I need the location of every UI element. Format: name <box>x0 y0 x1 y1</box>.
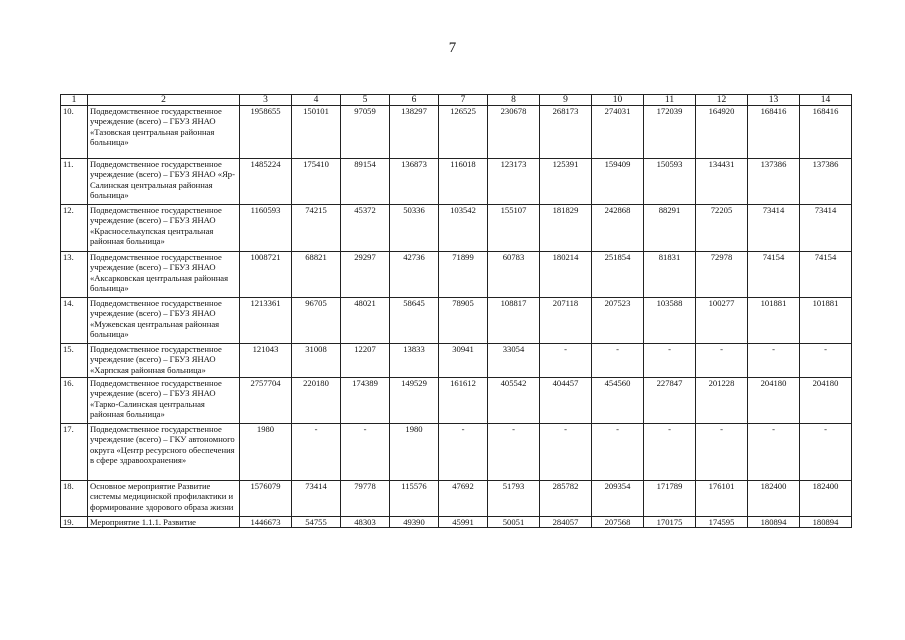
value-cell: 220180 <box>292 378 341 424</box>
column-header: 4 <box>292 95 341 106</box>
value-cell: 54755 <box>292 517 341 528</box>
value-cell: 72205 <box>696 205 748 252</box>
row-index: 17. <box>61 424 88 481</box>
value-cell: 100277 <box>696 298 748 344</box>
value-cell: 101881 <box>748 298 800 344</box>
value-cell: 103542 <box>439 205 488 252</box>
value-cell: 251854 <box>592 252 644 298</box>
value-cell: 149529 <box>390 378 439 424</box>
row-description: Основное мероприятие Развитие системы медицинской профилактики и формирование здорового образа жизни <box>88 481 240 517</box>
value-cell: 1958655 <box>240 106 292 159</box>
column-header: 3 <box>240 95 292 106</box>
value-cell: - <box>696 344 748 378</box>
value-cell: 174389 <box>341 378 390 424</box>
row-index: 13. <box>61 252 88 298</box>
value-cell: - <box>540 424 592 481</box>
value-cell: - <box>292 424 341 481</box>
value-cell: 74154 <box>748 252 800 298</box>
value-cell: 134431 <box>696 159 748 205</box>
value-cell: 176101 <box>696 481 748 517</box>
column-header: 8 <box>488 95 540 106</box>
value-cell: 1485224 <box>240 159 292 205</box>
table-row <box>61 517 852 528</box>
value-cell: - <box>748 344 800 378</box>
value-cell: 159409 <box>592 159 644 205</box>
value-cell: 201228 <box>696 378 748 424</box>
table-row <box>61 252 852 298</box>
column-header: 10 <box>592 95 644 106</box>
value-cell: 73414 <box>800 205 852 252</box>
value-cell: - <box>748 424 800 481</box>
value-cell: 136873 <box>390 159 439 205</box>
value-cell: 230678 <box>488 106 540 159</box>
value-cell: 285782 <box>540 481 592 517</box>
value-cell: 50336 <box>390 205 439 252</box>
value-cell: 207568 <box>592 517 644 528</box>
value-cell: 115576 <box>390 481 439 517</box>
column-header: 1 <box>61 95 88 106</box>
value-cell: 242868 <box>592 205 644 252</box>
value-cell: 174595 <box>696 517 748 528</box>
value-cell: 150593 <box>644 159 696 205</box>
table-row <box>61 481 852 517</box>
value-cell: 207523 <box>592 298 644 344</box>
value-cell: 180894 <box>800 517 852 528</box>
column-header: 6 <box>390 95 439 106</box>
value-cell: 175410 <box>292 159 341 205</box>
page-number: 7 <box>448 40 457 56</box>
value-cell: 88291 <box>644 205 696 252</box>
value-cell: 48303 <box>341 517 390 528</box>
value-cell: 1980 <box>240 424 292 481</box>
value-cell: 161612 <box>439 378 488 424</box>
value-cell: 405542 <box>488 378 540 424</box>
row-index: 12. <box>61 205 88 252</box>
value-cell: 137386 <box>748 159 800 205</box>
value-cell: 1446673 <box>240 517 292 528</box>
value-cell: 97059 <box>341 106 390 159</box>
value-cell: 121043 <box>240 344 292 378</box>
table-row <box>61 378 852 424</box>
value-cell: 31008 <box>292 344 341 378</box>
column-header: 11 <box>644 95 696 106</box>
value-cell: 51793 <box>488 481 540 517</box>
row-description: Подведомственное государственное учреждение (всего) – ГБУЗ ЯНАО «Тазовская центральная районная больница» <box>88 106 240 159</box>
column-header: 13 <box>748 95 800 106</box>
value-cell: 1213361 <box>240 298 292 344</box>
value-cell: 274031 <box>592 106 644 159</box>
row-index: 19. <box>61 517 88 528</box>
value-cell: 454560 <box>592 378 644 424</box>
row-description: Подведомственное государственное учреждение (всего) – ГБУЗ ЯНАО «Тарко-Салинская центральная районная больница» <box>88 378 240 424</box>
value-cell: 13833 <box>390 344 439 378</box>
value-cell: 72978 <box>696 252 748 298</box>
value-cell: 284057 <box>540 517 592 528</box>
value-cell: 33054 <box>488 344 540 378</box>
value-cell: 123173 <box>488 159 540 205</box>
column-header: 9 <box>540 95 592 106</box>
table-row <box>61 344 852 378</box>
value-cell: 89154 <box>341 159 390 205</box>
table-row <box>61 106 852 159</box>
value-cell: 207118 <box>540 298 592 344</box>
value-cell: - <box>800 424 852 481</box>
value-cell: 50051 <box>488 517 540 528</box>
value-cell: - <box>592 344 644 378</box>
data-table <box>60 94 852 528</box>
value-cell: 209354 <box>592 481 644 517</box>
row-index: 18. <box>61 481 88 517</box>
value-cell: 404457 <box>540 378 592 424</box>
value-cell: 68821 <box>292 252 341 298</box>
value-cell: 180214 <box>540 252 592 298</box>
column-header: 2 <box>88 95 240 106</box>
column-header: 14 <box>800 95 852 106</box>
value-cell: 103588 <box>644 298 696 344</box>
value-cell: - <box>644 344 696 378</box>
row-index: 16. <box>61 378 88 424</box>
value-cell: 126525 <box>439 106 488 159</box>
row-description: Подведомственное государственное учреждение (всего) – ГКУ автономного округа «Центр ресурсного обеспечения в сфере здравоохранения» <box>88 424 240 481</box>
row-description: Подведомственное государственное учреждение (всего) – ГБУЗ ЯНАО «Аксарковская центральная районная больница» <box>88 252 240 298</box>
value-cell: 81831 <box>644 252 696 298</box>
value-cell: 168416 <box>800 106 852 159</box>
value-cell: 155107 <box>488 205 540 252</box>
row-index: 11. <box>61 159 88 205</box>
value-cell: 268173 <box>540 106 592 159</box>
row-description: Подведомственное государственное учреждение (всего) – ГБУЗ ЯНАО «Харпская районная больница» <box>88 344 240 378</box>
row-index: 10. <box>61 106 88 159</box>
value-cell: 60783 <box>488 252 540 298</box>
value-cell: 73414 <box>292 481 341 517</box>
value-cell: 45991 <box>439 517 488 528</box>
value-cell: 138297 <box>390 106 439 159</box>
value-cell: 79778 <box>341 481 390 517</box>
row-description: Подведомственное государственное учреждение (всего) – ГБУЗ ЯНАО «Мужевская центральная районная больница» <box>88 298 240 344</box>
value-cell: 1980 <box>390 424 439 481</box>
value-cell: 227847 <box>644 378 696 424</box>
row-index: 15. <box>61 344 88 378</box>
column-header: 5 <box>341 95 390 106</box>
value-cell: 101881 <box>800 298 852 344</box>
value-cell: 12207 <box>341 344 390 378</box>
value-cell: 171789 <box>644 481 696 517</box>
value-cell: 164920 <box>696 106 748 159</box>
value-cell: 74215 <box>292 205 341 252</box>
value-cell: 172039 <box>644 106 696 159</box>
value-cell: - <box>439 424 488 481</box>
value-cell: - <box>488 424 540 481</box>
value-cell: 47692 <box>439 481 488 517</box>
value-cell: 137386 <box>800 159 852 205</box>
value-cell: 74154 <box>800 252 852 298</box>
row-description: Подведомственное государственное учреждение (всего) – ГБУЗ ЯНАО «Яр-Салинская центральная районная больница» <box>88 159 240 205</box>
header-row <box>61 95 852 106</box>
row-description: Подведомственное государственное учреждение (всего) – ГБУЗ ЯНАО «Красноселькупская центральная районная больница» <box>88 205 240 252</box>
value-cell: 42736 <box>390 252 439 298</box>
value-cell: 116018 <box>439 159 488 205</box>
value-cell: 29297 <box>341 252 390 298</box>
value-cell: - <box>592 424 644 481</box>
value-cell: 96705 <box>292 298 341 344</box>
value-cell: 73414 <box>748 205 800 252</box>
table-row <box>61 298 852 344</box>
value-cell: 71899 <box>439 252 488 298</box>
value-cell: 58645 <box>390 298 439 344</box>
value-cell: - <box>696 424 748 481</box>
row-description: Мероприятие 1.1.1. Развитие <box>88 517 240 528</box>
table-row <box>61 159 852 205</box>
table-row <box>61 424 852 481</box>
value-cell: 168416 <box>748 106 800 159</box>
value-cell: 180894 <box>748 517 800 528</box>
value-cell: - <box>341 424 390 481</box>
value-cell: - <box>540 344 592 378</box>
column-header: 7 <box>439 95 488 106</box>
value-cell: - <box>644 424 696 481</box>
value-cell: 204180 <box>748 378 800 424</box>
value-cell: 108817 <box>488 298 540 344</box>
value-cell: 181829 <box>540 205 592 252</box>
value-cell: 1008721 <box>240 252 292 298</box>
value-cell: 125391 <box>540 159 592 205</box>
value-cell: 1576079 <box>240 481 292 517</box>
value-cell: 1160593 <box>240 205 292 252</box>
value-cell: 30941 <box>439 344 488 378</box>
column-header: 12 <box>696 95 748 106</box>
value-cell: 150101 <box>292 106 341 159</box>
value-cell: 170175 <box>644 517 696 528</box>
value-cell: 182400 <box>748 481 800 517</box>
value-cell: 45372 <box>341 205 390 252</box>
value-cell: 2757704 <box>240 378 292 424</box>
value-cell: - <box>800 344 852 378</box>
row-index: 14. <box>61 298 88 344</box>
table-row <box>61 205 852 252</box>
value-cell: 49390 <box>390 517 439 528</box>
value-cell: 204180 <box>800 378 852 424</box>
value-cell: 182400 <box>800 481 852 517</box>
value-cell: 48021 <box>341 298 390 344</box>
value-cell: 78905 <box>439 298 488 344</box>
